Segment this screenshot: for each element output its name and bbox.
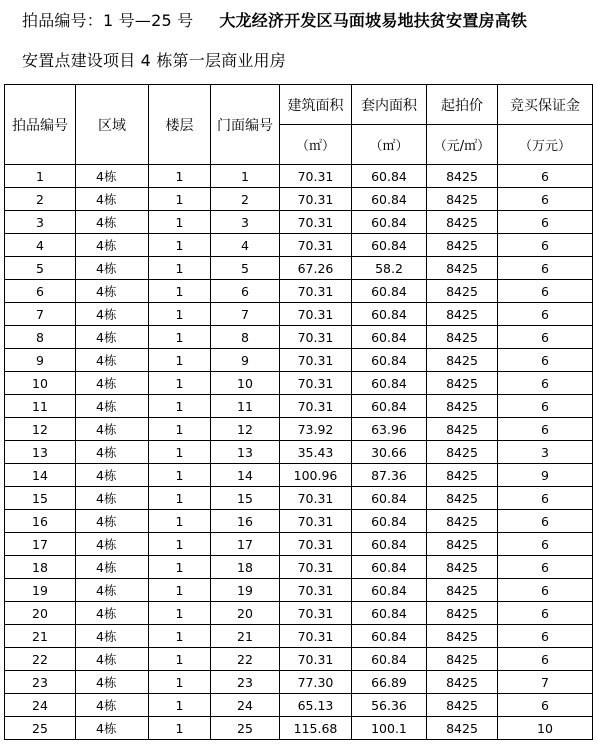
cell-floor: 1 [149, 326, 211, 349]
cell-door-no: 14 [211, 464, 280, 487]
cell-building-area: 70.31 [280, 165, 352, 188]
cell-start-price: 8425 [427, 372, 498, 395]
table-row [5, 303, 593, 326]
cell-inner-area: 56.36 [352, 694, 427, 717]
cell-start-price: 8425 [427, 188, 498, 211]
cell-inner-area: 60.84 [352, 280, 427, 303]
cell-deposit: 6 [498, 395, 593, 418]
cell-lot-no: 5 [5, 257, 76, 280]
cell-region: 4栋 [76, 280, 149, 303]
cell-door-no: 2 [211, 188, 280, 211]
table-row [5, 257, 593, 280]
table-body [5, 165, 593, 740]
cell-deposit: 6 [498, 326, 593, 349]
cell-building-area: 70.31 [280, 395, 352, 418]
cell-start-price: 8425 [427, 556, 498, 579]
cell-door-no: 3 [211, 211, 280, 234]
cell-start-price: 8425 [427, 418, 498, 441]
cell-floor: 1 [149, 510, 211, 533]
cell-floor: 1 [149, 418, 211, 441]
cell-start-price: 8425 [427, 717, 498, 740]
cell-building-area: 70.31 [280, 303, 352, 326]
cell-building-area: 70.31 [280, 602, 352, 625]
cell-lot-no: 24 [5, 694, 76, 717]
cell-inner-area: 87.36 [352, 464, 427, 487]
cell-floor: 1 [149, 349, 211, 372]
cell-floor: 1 [149, 303, 211, 326]
table-row [5, 188, 593, 211]
cell-building-area: 70.31 [280, 556, 352, 579]
cell-door-no: 8 [211, 326, 280, 349]
cell-inner-area: 63.96 [352, 418, 427, 441]
table-row [5, 671, 593, 694]
cell-deposit: 6 [498, 234, 593, 257]
cell-floor: 1 [149, 648, 211, 671]
cell-lot-no: 15 [5, 487, 76, 510]
cell-lot-no: 22 [5, 648, 76, 671]
cell-floor: 1 [149, 671, 211, 694]
cell-deposit: 6 [498, 510, 593, 533]
cell-start-price: 8425 [427, 326, 498, 349]
cell-deposit: 9 [498, 464, 593, 487]
cell-region: 4栋 [76, 625, 149, 648]
table-row [5, 326, 593, 349]
cell-deposit: 3 [498, 441, 593, 464]
cell-door-no: 18 [211, 556, 280, 579]
header-deposit: 竞买保证金 [498, 85, 593, 125]
cell-floor: 1 [149, 625, 211, 648]
cell-region: 4栋 [76, 441, 149, 464]
cell-region: 4栋 [76, 211, 149, 234]
table-row [5, 556, 593, 579]
cell-floor: 1 [149, 211, 211, 234]
unit-building-area: （㎡） [280, 125, 352, 165]
cell-start-price: 8425 [427, 579, 498, 602]
cell-lot-no: 17 [5, 533, 76, 556]
cell-inner-area: 100.1 [352, 717, 427, 740]
table-row [5, 441, 593, 464]
cell-deposit: 6 [498, 602, 593, 625]
cell-inner-area: 60.84 [352, 510, 427, 533]
cell-deposit: 6 [498, 280, 593, 303]
table-row [5, 602, 593, 625]
cell-deposit: 6 [498, 556, 593, 579]
cell-floor: 1 [149, 464, 211, 487]
cell-door-no: 1 [211, 165, 280, 188]
cell-deposit: 6 [498, 303, 593, 326]
cell-building-area: 70.31 [280, 188, 352, 211]
cell-region: 4栋 [76, 188, 149, 211]
cell-region: 4栋 [76, 418, 149, 441]
cell-region: 4栋 [76, 234, 149, 257]
cell-start-price: 8425 [427, 694, 498, 717]
cell-start-price: 8425 [427, 280, 498, 303]
table-row [5, 717, 593, 740]
cell-inner-area: 60.84 [352, 556, 427, 579]
table-row [5, 280, 593, 303]
cell-door-no: 23 [211, 671, 280, 694]
cell-deposit: 6 [498, 625, 593, 648]
cell-lot-no: 19 [5, 579, 76, 602]
document-heading-line1 [22, 11, 527, 31]
cell-region: 4栋 [76, 395, 149, 418]
cell-lot-no: 21 [5, 625, 76, 648]
cell-lot-no: 8 [5, 326, 76, 349]
cell-building-area: 77.30 [280, 671, 352, 694]
cell-lot-no: 3 [5, 211, 76, 234]
cell-deposit: 6 [498, 579, 593, 602]
unit-inner-area: （㎡） [352, 125, 427, 165]
cell-building-area: 115.68 [280, 717, 352, 740]
cell-floor: 1 [149, 533, 211, 556]
cell-building-area: 70.31 [280, 648, 352, 671]
cell-building-area: 70.31 [280, 625, 352, 648]
cell-inner-area: 60.84 [352, 648, 427, 671]
lot-range: 拍品编号：1 号—25 号 [22, 11, 194, 30]
cell-lot-no: 13 [5, 441, 76, 464]
cell-region: 4栋 [76, 303, 149, 326]
cell-inner-area: 60.84 [352, 211, 427, 234]
cell-door-no: 4 [211, 234, 280, 257]
cell-floor: 1 [149, 694, 211, 717]
table-row [5, 211, 593, 234]
cell-inner-area: 60.84 [352, 602, 427, 625]
cell-door-no: 20 [211, 602, 280, 625]
cell-building-area: 70.31 [280, 487, 352, 510]
cell-region: 4栋 [76, 648, 149, 671]
header-door-no: 门面编号 [211, 85, 280, 165]
cell-region: 4栋 [76, 717, 149, 740]
cell-building-area: 73.92 [280, 418, 352, 441]
header-row [5, 85, 593, 125]
cell-region: 4栋 [76, 349, 149, 372]
cell-deposit: 6 [498, 533, 593, 556]
cell-lot-no: 11 [5, 395, 76, 418]
cell-inner-area: 58.2 [352, 257, 427, 280]
cell-region: 4栋 [76, 326, 149, 349]
cell-deposit: 6 [498, 257, 593, 280]
cell-door-no: 22 [211, 648, 280, 671]
cell-door-no: 15 [211, 487, 280, 510]
cell-door-no: 17 [211, 533, 280, 556]
cell-door-no: 16 [211, 510, 280, 533]
cell-start-price: 8425 [427, 671, 498, 694]
cell-lot-no: 25 [5, 717, 76, 740]
cell-door-no: 11 [211, 395, 280, 418]
cell-deposit: 6 [498, 165, 593, 188]
table-row [5, 533, 593, 556]
cell-building-area: 65.13 [280, 694, 352, 717]
cell-door-no: 13 [211, 441, 280, 464]
unit-start-price: （元/㎡） [427, 125, 498, 165]
cell-region: 4栋 [76, 464, 149, 487]
cell-deposit: 6 [498, 188, 593, 211]
cell-building-area: 70.31 [280, 533, 352, 556]
cell-region: 4栋 [76, 487, 149, 510]
cell-inner-area: 60.84 [352, 165, 427, 188]
cell-deposit: 6 [498, 349, 593, 372]
cell-lot-no: 23 [5, 671, 76, 694]
cell-building-area: 70.31 [280, 579, 352, 602]
cell-start-price: 8425 [427, 234, 498, 257]
cell-building-area: 67.26 [280, 257, 352, 280]
cell-start-price: 8425 [427, 625, 498, 648]
cell-inner-area: 60.84 [352, 625, 427, 648]
cell-region: 4栋 [76, 671, 149, 694]
header-floor: 楼层 [149, 85, 211, 165]
cell-lot-no: 2 [5, 188, 76, 211]
cell-building-area: 70.31 [280, 349, 352, 372]
cell-start-price: 8425 [427, 441, 498, 464]
cell-start-price: 8425 [427, 487, 498, 510]
cell-inner-area: 60.84 [352, 395, 427, 418]
cell-door-no: 9 [211, 349, 280, 372]
table-row [5, 694, 593, 717]
table-row [5, 625, 593, 648]
cell-door-no: 7 [211, 303, 280, 326]
cell-floor: 1 [149, 372, 211, 395]
auction-lot-table [4, 84, 593, 740]
cell-floor: 1 [149, 165, 211, 188]
cell-door-no: 24 [211, 694, 280, 717]
cell-inner-area: 60.84 [352, 303, 427, 326]
document-heading-line2: 安置点建设项目 4 栋第一层商业用房 [22, 51, 286, 70]
cell-region: 4栋 [76, 372, 149, 395]
cell-floor: 1 [149, 487, 211, 510]
cell-floor: 1 [149, 556, 211, 579]
table-row [5, 487, 593, 510]
cell-lot-no: 7 [5, 303, 76, 326]
cell-inner-area: 60.84 [352, 487, 427, 510]
table-row [5, 234, 593, 257]
cell-lot-no: 1 [5, 165, 76, 188]
table-row [5, 510, 593, 533]
cell-floor: 1 [149, 188, 211, 211]
header-start-price: 起拍价 [427, 85, 498, 125]
cell-floor: 1 [149, 234, 211, 257]
header-region: 区域 [76, 85, 149, 165]
cell-door-no: 10 [211, 372, 280, 395]
cell-lot-no: 9 [5, 349, 76, 372]
cell-region: 4栋 [76, 533, 149, 556]
header-inner-area: 套内面积 [352, 85, 427, 125]
cell-start-price: 8425 [427, 349, 498, 372]
cell-deposit: 6 [498, 648, 593, 671]
cell-start-price: 8425 [427, 257, 498, 280]
cell-building-area: 70.31 [280, 234, 352, 257]
cell-floor: 1 [149, 602, 211, 625]
cell-inner-area: 60.84 [352, 326, 427, 349]
header-building-area: 建筑面积 [280, 85, 352, 125]
cell-start-price: 8425 [427, 464, 498, 487]
cell-building-area: 70.31 [280, 326, 352, 349]
cell-inner-area: 60.84 [352, 372, 427, 395]
cell-start-price: 8425 [427, 395, 498, 418]
cell-deposit: 6 [498, 372, 593, 395]
cell-deposit: 6 [498, 694, 593, 717]
table-row [5, 165, 593, 188]
cell-inner-area: 60.84 [352, 188, 427, 211]
table-row [5, 395, 593, 418]
cell-floor: 1 [149, 395, 211, 418]
cell-deposit: 10 [498, 717, 593, 740]
cell-floor: 1 [149, 280, 211, 303]
cell-door-no: 6 [211, 280, 280, 303]
cell-lot-no: 12 [5, 418, 76, 441]
table-row [5, 464, 593, 487]
cell-lot-no: 6 [5, 280, 76, 303]
cell-floor: 1 [149, 579, 211, 602]
cell-region: 4栋 [76, 579, 149, 602]
cell-deposit: 6 [498, 487, 593, 510]
table-row [5, 579, 593, 602]
cell-deposit: 6 [498, 418, 593, 441]
cell-region: 4栋 [76, 694, 149, 717]
unit-deposit: （万元） [498, 125, 593, 165]
cell-start-price: 8425 [427, 648, 498, 671]
cell-deposit: 6 [498, 211, 593, 234]
cell-lot-no: 10 [5, 372, 76, 395]
cell-building-area: 70.31 [280, 372, 352, 395]
cell-inner-area: 60.84 [352, 349, 427, 372]
cell-door-no: 21 [211, 625, 280, 648]
cell-inner-area: 60.84 [352, 533, 427, 556]
cell-lot-no: 14 [5, 464, 76, 487]
cell-start-price: 8425 [427, 165, 498, 188]
table-row [5, 372, 593, 395]
table-row [5, 648, 593, 671]
cell-lot-no: 16 [5, 510, 76, 533]
cell-floor: 1 [149, 717, 211, 740]
cell-inner-area: 60.84 [352, 579, 427, 602]
cell-door-no: 25 [211, 717, 280, 740]
cell-door-no: 12 [211, 418, 280, 441]
cell-building-area: 35.43 [280, 441, 352, 464]
cell-region: 4栋 [76, 257, 149, 280]
cell-building-area: 70.31 [280, 211, 352, 234]
table-row [5, 418, 593, 441]
cell-door-no: 5 [211, 257, 280, 280]
project-title: 大龙经济开发区马面坡易地扶贫安置房高铁 [219, 11, 528, 30]
cell-floor: 1 [149, 257, 211, 280]
cell-start-price: 8425 [427, 533, 498, 556]
cell-lot-no: 18 [5, 556, 76, 579]
cell-lot-no: 4 [5, 234, 76, 257]
cell-inner-area: 66.89 [352, 671, 427, 694]
cell-start-price: 8425 [427, 211, 498, 234]
cell-start-price: 8425 [427, 510, 498, 533]
cell-region: 4栋 [76, 602, 149, 625]
table-row [5, 349, 593, 372]
cell-building-area: 100.96 [280, 464, 352, 487]
cell-region: 4栋 [76, 556, 149, 579]
cell-building-area: 70.31 [280, 510, 352, 533]
cell-region: 4栋 [76, 510, 149, 533]
cell-floor: 1 [149, 441, 211, 464]
cell-inner-area: 60.84 [352, 234, 427, 257]
cell-start-price: 8425 [427, 303, 498, 326]
header-lot-no: 拍品编号 [5, 85, 76, 165]
cell-region: 4栋 [76, 165, 149, 188]
cell-building-area: 70.31 [280, 280, 352, 303]
cell-door-no: 19 [211, 579, 280, 602]
cell-inner-area: 30.66 [352, 441, 427, 464]
cell-start-price: 8425 [427, 602, 498, 625]
cell-deposit: 7 [498, 671, 593, 694]
cell-lot-no: 20 [5, 602, 76, 625]
